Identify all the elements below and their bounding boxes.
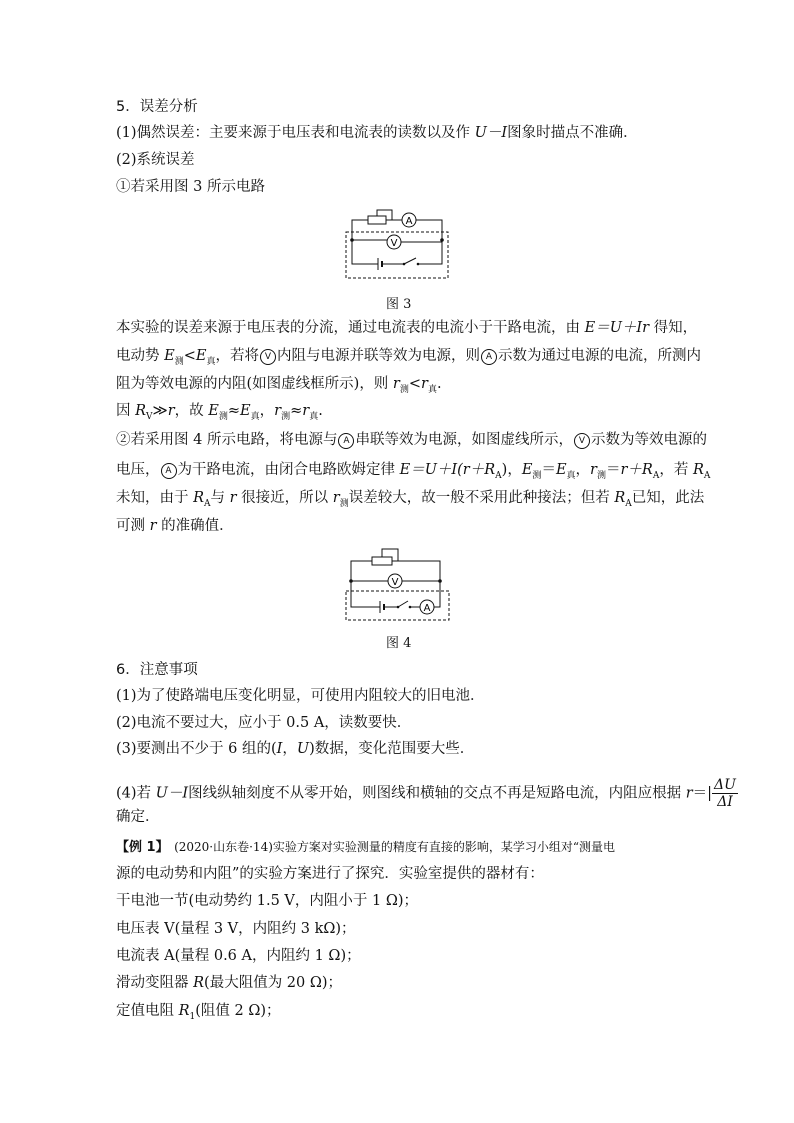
paragraph-fig3-intro: ①若采用图 3 所示电路 [116, 179, 265, 195]
material-rheostat: 滑动变阻器 R(最大阻值为 20 Ω)； [116, 975, 343, 991]
section-6-title: 6．注意事项 [116, 662, 198, 678]
material-voltmeter: 电压表 V(量程 3 V，内阻约 3 kΩ)； [116, 921, 356, 937]
material-battery: 干电池一节(电动势约 1.5 V，内阻小于 1 Ω)； [116, 893, 419, 909]
paragraph-system-error: (2)系统误差 [116, 152, 195, 168]
example-tag: 【例 1】 [116, 840, 163, 855]
voltmeter-symbol: V [391, 577, 399, 588]
material-fixed-resistor: 定值电阻 $R_1$(阻值 2 Ω)； [116, 1003, 281, 1022]
material-ammeter: 电流表 A(量程 0.6 A，内阻约 1 Ω)； [116, 948, 361, 964]
paragraph-accidental-error: (1)偶然误差：主要来源于电压表和电流表的读数以及作 U－I图象时描点不准确． [116, 125, 638, 141]
paragraph-fig3-analysis-2: 电动势 $E_测<E_真$，若将 V 内阻与电源并联等效为电源，则 A 示数为通过电源的电流，所测内 [116, 348, 701, 367]
ammeter-symbol: A [423, 603, 431, 614]
paragraph-fig4-analysis-1: ②若采用图 4 所示电路，将电源与 A 串联等效为电源，如图虚线所示， V 示数为等效电源的 [116, 432, 707, 448]
note-4: (4)若 U－I图线纵轴刻度不从零开始，则图线和横轴的交点不再是短路电流，内阻应根据 r＝| $\frac{\Delta U}{\Delta I}$ [116, 777, 736, 810]
ammeter-icon: A [338, 433, 354, 449]
ammeter-icon: A [481, 349, 497, 365]
voltmeter-icon: V [260, 349, 276, 365]
ammeter-icon: A [161, 463, 177, 479]
voltmeter-icon: V [574, 433, 590, 449]
note-2: (2)电流不要过大，应小于 0.5 A，读数要快． [116, 715, 412, 731]
paragraph-fig4-analysis-4: 可测 r 的准确值． [116, 518, 234, 534]
paragraph-fig3-analysis-3: 阻为等效电源的内阻(如图虚线框所示)，则 $r_测<r_真$. [116, 376, 442, 395]
paragraph-fig4-analysis-2: 电压， A 为干路电流，由闭合电路欧姆定律 $E=U+I(r+R_A)$，$E_测=E_真$，$r_测=r+R_A$，若 $R_A$ [116, 462, 711, 481]
note-1: (1)为了使路端电压变化明显，可使用内阻较大的旧电池． [116, 688, 485, 704]
paragraph-fig3-conclusion: 因 $R_V≫r$，故 $E_测\approx E_真$，$r_测\approx r_真$. [116, 403, 323, 422]
figure-4-caption: 图 4 [386, 636, 412, 651]
paragraph-fig3-analysis-1: 本实验的误差来源于电压表的分流，通过电流表的电流小于干路电流，由 E＝U＋Ir 得知， [116, 320, 698, 336]
circuit-diagram-fig3 [340, 204, 458, 282]
note-3: (3)要测出不少于 6 组的(I，U)数据，变化范围要大些． [116, 741, 475, 757]
note-4-end: 确定． [116, 809, 160, 825]
example-1-intro: 【例 1】 (2020·山东卷·14)实验方案对实验测量的精度有直接的影响，某学习小组对“测量电 [116, 840, 616, 855]
section-5-title: 5．误差分析 [116, 99, 198, 115]
figure-3-caption: 图 3 [386, 297, 412, 312]
voltmeter-symbol: V [390, 238, 398, 249]
ammeter-symbol: A [405, 216, 413, 227]
fraction-delta-u-over-delta-i: $\frac{\Delta U}{\Delta I}$ [714, 777, 736, 810]
circuit-diagram-fig4 [340, 543, 456, 625]
example-1-intro-2: 源的电动势和内阻”的实验方案进行了探究．实验室提供的器材有： [116, 866, 544, 882]
paragraph-fig4-analysis-3: 未知，由于 $R_A$与 r 很接近，所以 $r_测$误差较大，故一般不采用此种接法；但若 $R_A$已知，此法 [116, 490, 705, 509]
